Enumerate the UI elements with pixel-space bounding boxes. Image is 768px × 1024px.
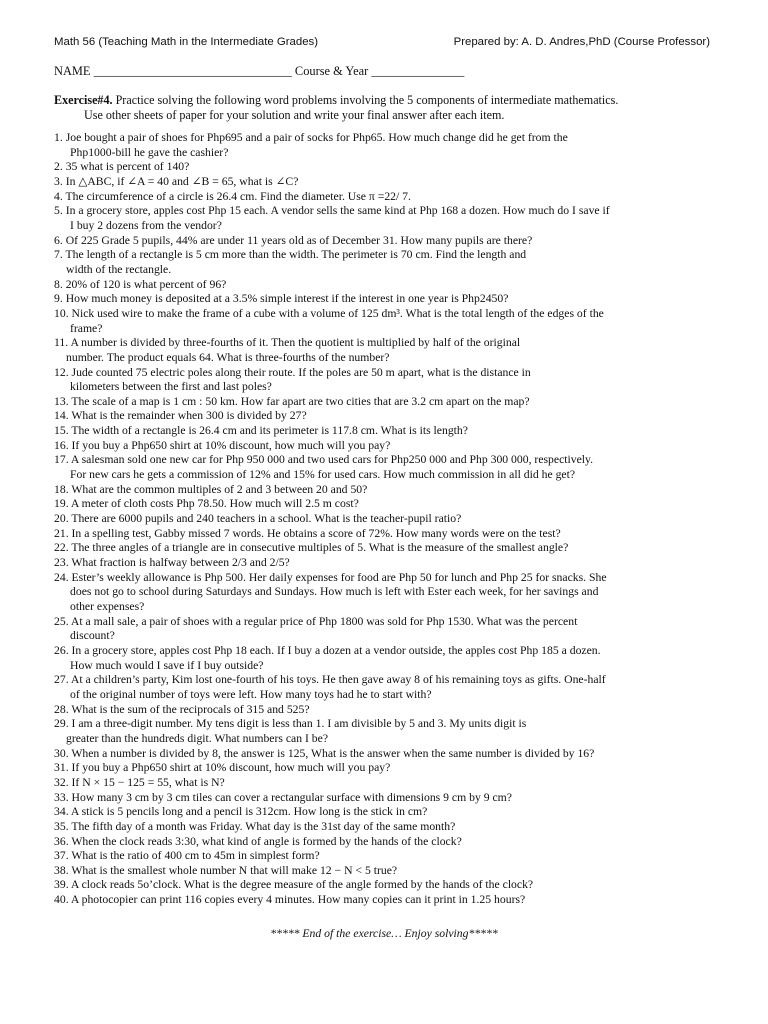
problem-line: 13. The scale of a map is 1 cm : 50 km. How far apart are two cities that are 3.2 cm apart on the map? [54, 394, 530, 408]
problem-line: frame? [70, 321, 103, 335]
problem-line: 30. When a number is divided by 8, the answer is 125, What is the answer when the same number is divided by 16? [54, 746, 595, 760]
problem-line: For new cars he gets a commission of 12% and 15% for used cars. How much commission in all did he get? [70, 468, 576, 482]
course-title: Math 56 (Teaching Math in the Intermediate Grades) [54, 36, 319, 48]
problem-line: 8. 20% of 120 is what percent of 96? [54, 277, 227, 291]
exercise-label: Exercise#4. [54, 93, 113, 107]
problem-line: 12. Jude counted 75 electric poles along their route. If the poles are 50 m apart, what is the distance in [54, 365, 531, 379]
problem-line: 7. The length of a rectangle is 5 cm more than the width. The perimeter is 70 cm. Find the length and [54, 248, 527, 262]
problem-list [54, 131, 734, 908]
end-of-exercise-note: ***** End of the exercise… Enjoy solving***** [270, 927, 498, 940]
problem-line: 39. A clock reads 5o’clock. What is the degree measure of the angle formed by the hands of the clock? [54, 878, 534, 892]
problem-line: width of the rectangle. [66, 262, 172, 276]
problem-line: 19. A meter of cloth costs Php 78.50. How much will 2.5 m cost? [54, 497, 359, 511]
problem-line: 17. A salesman sold one new car for Php 950 000 and two used cars for Php250 000 and Php 300 000, respectively. [54, 453, 594, 467]
problem-line: 9. How much money is deposited at a 3.5% simple interest if the interest in one year is Php2450? [54, 292, 509, 306]
problem-line: 4. The circumference of a circle is 26.4 cm. Find the diameter. Use π =22/ 7. [54, 189, 411, 203]
prepared-by: Prepared by: A. D. Andres,PhD (Course Professor) [453, 36, 710, 48]
problem-line: 16. If you buy a Php650 shirt at 10% discount, how much will you pay? [54, 438, 391, 452]
problem-line: 5. In a grocery store, apples cost Php 15 each. A vendor sells the same kind at Php 168 a dozen. How much do I save if [54, 204, 610, 218]
problem-line: 29. I am a three-digit number. My tens digit is less than 1. I am divisible by 5 and 3. My units digit is [54, 717, 527, 731]
problem-line: 23. What fraction is halfway between 2/3 and 2/5? [54, 556, 290, 570]
instruction-line-2: Use other sheets of paper for your solution and write your final answer after each item. [84, 107, 505, 122]
problem-line: 1. Joe bought a pair of shoes for Php695 and a pair of socks for Php65. How much change did he get from the [54, 131, 568, 144]
problem-line: Php1000-bill he gave the cashier? [70, 145, 229, 159]
problem-line: 15. The width of a rectangle is 26.4 cm and its perimeter is 117.8 cm. What is its length? [54, 424, 468, 438]
problem-line: of the original number of toys were left. How many toys had he to start with? [70, 687, 432, 701]
problem-line: 11. A number is divided by three-fourths of it. Then the quotient is multiplied by half of the original [54, 336, 521, 350]
problem-line: 3. In △ABC, if ∠A = 40 and ∠B = 65, what is ∠C? [54, 174, 299, 188]
problem-line: greater than the hundreds digit. What numbers can I be? [66, 731, 329, 745]
problem-line: 18. What are the common multiples of 2 and 3 between 20 and 50? [54, 482, 368, 496]
instruction-line-1: Practice solving the following word problems involving the 5 components of intermediate mathematics. [112, 93, 619, 107]
problem-line: 34. A stick is 5 pencils long and a pencil is 312cm. How long is the stick in cm? [54, 805, 428, 819]
problem-line: 38. What is the smallest whole number N that will make 12 − N < 5 true? [54, 863, 398, 877]
problem-line: 20. There are 6000 pupils and 240 teachers in a school. What is the teacher-pupil ratio? [54, 512, 462, 526]
problem-line: 25. At a mall sale, a pair of shoes with a regular price of Php 1800 was sold for Php 1530. What was the percent [54, 614, 578, 628]
problem-line: 14. What is the remainder when 300 is divided by 27? [54, 409, 307, 423]
problem-line: 36. When the clock reads 3:30, what kind of angle is formed by the hands of the clock? [54, 834, 462, 848]
problem-line: 2. 35 what is percent of 140? [54, 160, 190, 174]
problem-line: discount? [70, 629, 115, 643]
page-header [54, 36, 710, 48]
problem-line: 26. In a grocery store, apples cost Php 18 each. If I buy a dozen at a vendor outside, the apples cost Php 185 a dozen. [54, 643, 601, 657]
exercise-instructions [54, 93, 734, 122]
problem-line: 35. The fifth day of a month was Friday. What day is the 31st day of the same month? [54, 819, 456, 833]
problem-line: 37. What is the ratio of 400 cm to 45m in simplest form? [54, 849, 320, 863]
problem-line: 10. Nick used wire to make the frame of a cube with a volume of 125 dm³. What is the total length of the edges of the [54, 306, 604, 320]
name-course-line: NAME ________________________________ Course & Year _______________ [54, 64, 465, 78]
problem-line: does not go to school during Saturdays and Sundays. How much is left with Ester each week, for her savings and [70, 585, 599, 599]
problem-line: 24. Ester’s weekly allowance is Php 500. Her daily expenses for food are Php 50 for lunch and Php 25 for snacks. She [54, 570, 607, 584]
problem-line: 40. A photocopier can print 116 copies every 4 minutes. How many copies can it print in 1.25 hours? [54, 893, 526, 907]
problem-line: kilometers between the first and last poles? [70, 380, 272, 394]
problem-line: number. The product equals 64. What is three-fourths of the number? [66, 350, 390, 364]
problem-line: 21. In a spelling test, Gabby missed 7 words. He obtains a score of 72%. How many words were on the test? [54, 526, 561, 540]
problem-line: 33. How many 3 cm by 3 cm tiles can cover a rectangular surface with dimensions 9 cm by 9 cm? [54, 790, 512, 804]
problem-line: 27. At a children’s party, Kim lost one-fourth of his toys. He then gave away 8 of his remaining toys as gifts. One-half [54, 673, 606, 687]
problem-line: 31. If you buy a Php650 shirt at 10% discount, how much will you pay? [54, 761, 391, 775]
problem-line: 28. What is the sum of the reciprocals of 315 and 525? [54, 702, 310, 716]
problem-line: 6. Of 225 Grade 5 pupils, 44% are under 11 years old as of December 31. How many pupils are there? [54, 233, 533, 247]
problem-line: I buy 2 dozens from the vendor? [70, 218, 222, 232]
problem-line: 22. The three angles of a triangle are in consecutive multiples of 5. What is the measure of the smallest angle? [54, 541, 569, 555]
problem-line: other expenses? [70, 600, 145, 613]
problem-line: 32. If N × 15 − 125 = 55, what is N? [54, 775, 225, 789]
problem-line: How much would I save if I buy outside? [70, 658, 264, 672]
